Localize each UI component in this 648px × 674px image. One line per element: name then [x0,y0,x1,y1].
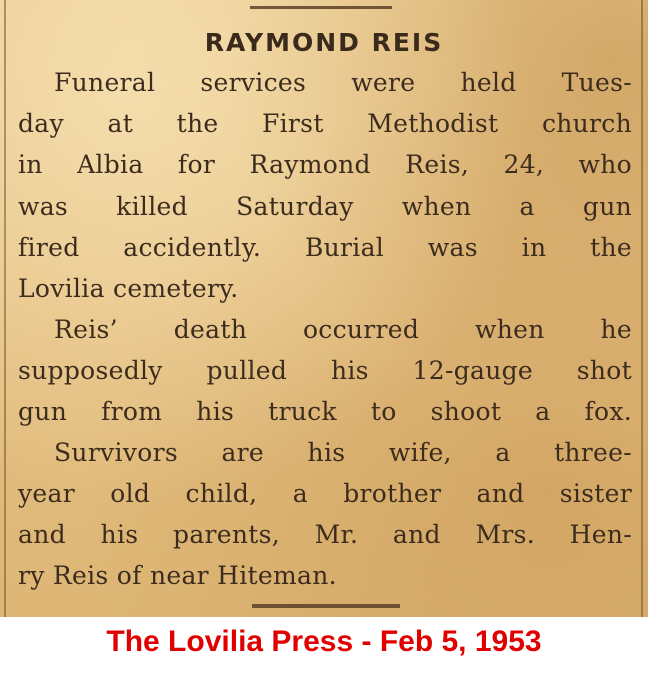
article-line-8: supposedly pulled his 12-gauge shot [18,356,632,385]
article-line-2: day at the First Methodist church [18,109,632,138]
bottom-rule [252,604,400,608]
article-line-4: was killed Saturday when a gun [18,192,632,221]
article-line-1: Funeral services were held Tues- [54,68,632,97]
article-line-7: Reis’ death occurred when he [54,315,632,344]
column-border-left [4,0,6,617]
article-headline: RAYMOND REIS [204,28,444,57]
article-line-6: Lovilia cemetery. [18,274,239,303]
column-border-right [641,0,643,617]
article-line-12: and his parents, Mr. and Mrs. Hen- [18,520,632,549]
article-line-10: Survivors are his wife, a three- [54,438,632,467]
article-line-13: ry Reis of near Hiteman. [18,561,337,590]
article-line-3: in Albia for Raymond Reis, 24, who [18,150,632,179]
article-line-9: gun from his truck to shoot a fox. [18,397,632,426]
article-line-5: fired accidently. Burial was in the [18,233,632,262]
article-line-11: year old child, a brother and sister [18,479,632,508]
top-rule [250,6,392,9]
source-caption: The Lovilia Press - Feb 5, 1953 [106,625,542,658]
